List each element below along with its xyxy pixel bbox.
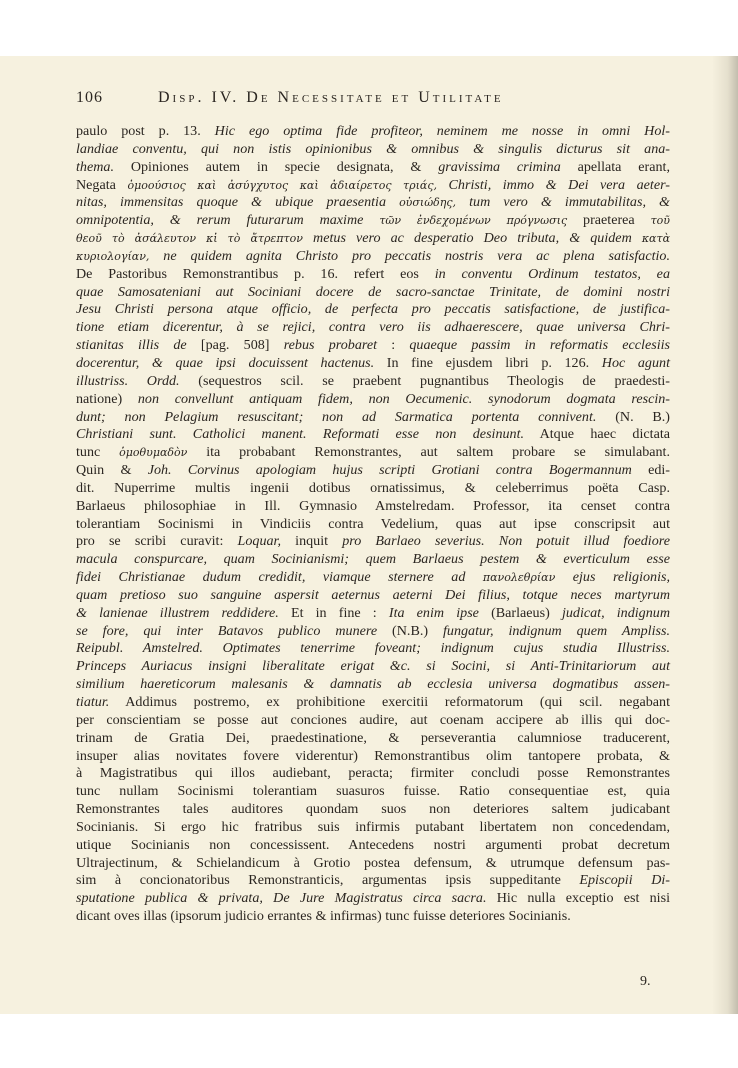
italic-text: se fore, qui inter Batavos publico munere: [76, 622, 378, 639]
text-segment: Quin &: [76, 462, 148, 479]
text-line: [76, 712, 670, 730]
text-line: [76, 640, 670, 658]
italic-text: tione etiam dicerentur, à se rejici, contra vero iis adhaerescere, quae universa Chri-: [76, 319, 670, 336]
text-segment: Ultrajectinum, & Schielandicum à Grotio postea defensum, & utrumque defensum pas-: [76, 854, 670, 871]
text-segment: Negata: [76, 176, 128, 193]
italic-text: Hoc agunt: [601, 354, 670, 371]
text-segment: tunc nullam Socinismi tolerantiam suasuros fuisse. Ratio consequentiae est, quia: [76, 783, 670, 800]
text-line: [76, 694, 670, 712]
italic-text: metus vero ac desperatio Deo tributa, & quidem: [302, 230, 642, 247]
italic-text: pro Barlaeo severius. Non potuit illud foediore: [342, 533, 670, 550]
greek-text: ὁμοούσιος καὶ ἀσύγχυτος καὶ ἀδιαίρετος τριάς,: [127, 178, 437, 192]
text-segment: dit. Nuperrime multis ingenii dotibus ornatissimus, & celeberrimus poëta Casp.: [76, 479, 670, 496]
text-line: [76, 123, 670, 141]
text-segment: praeterea: [567, 212, 651, 229]
page-edge-shadow: [712, 56, 738, 1014]
text-segment: (sequestros scil. se praebent pugnantibus Theologis de praedesti-: [179, 372, 671, 389]
text-segment: apellata erant,: [560, 158, 670, 175]
greek-text: ὁμοθυμαδὸν: [119, 446, 188, 460]
text-line: [76, 748, 670, 766]
text-line: [76, 783, 670, 801]
greek-text: τοῦ: [650, 214, 670, 228]
text-line: [76, 855, 670, 873]
text-line: [76, 159, 670, 177]
italic-text: non convellunt antiquam fidem, non Oecumenic. synodorum dogmata rescin-: [137, 390, 670, 407]
text-line: [76, 319, 670, 337]
text-line: [76, 426, 670, 444]
italic-text: omnipotentia, & rerum futurarum maxime: [76, 212, 380, 229]
italic-text: Christi, immo & Dei vera aeter-: [436, 176, 670, 193]
catchword: 9.: [640, 974, 651, 989]
italic-text: quam pretioso suo sanguine aspersit aeternus aeterni Dei filius, totque neces martyrum: [76, 586, 670, 603]
greek-text: τῶν ἐνδεχομένων πρόγνωσις: [379, 214, 568, 228]
text-segment: Socinianis. Si ergo hic fratribus suis infirmis putabant libertatem non concedendam,: [76, 818, 670, 835]
text-line: [76, 212, 670, 230]
text-line: [76, 194, 670, 212]
text-segment: Et in fine :: [278, 604, 389, 621]
italic-text: Hic ego optima fide profiteor, neminem me nosse in omni Hol-: [214, 123, 670, 139]
italic-text: judicat, indignum: [561, 604, 670, 621]
italic-text: ne quidem agnita Christo pro peccatis nostris vera ac plena satisfactio.: [149, 247, 670, 264]
body-text: [76, 123, 670, 926]
italic-text: tiatur.: [76, 694, 110, 710]
text-line: [76, 765, 670, 783]
text-line: [76, 444, 670, 462]
text-segment: :: [377, 337, 410, 354]
text-segment: edi-: [631, 462, 670, 479]
italic-text: rebus probaret: [269, 337, 378, 354]
text-segment: tolerantiam Socinismi in Vindiciis contra Vedelium, quas aut ipse conscripsit aut: [76, 515, 670, 532]
greek-text: οὐσιώδης,: [399, 196, 457, 210]
text-line: [76, 872, 670, 890]
italic-text: thema.: [76, 158, 114, 175]
italic-text: dunt; non Pelagium resuscitant; non ad Sarmatica portenta connivent.: [76, 408, 597, 425]
text-line: [76, 248, 670, 266]
text-line: [76, 551, 670, 569]
italic-text: Jesu Christi persona atque officio, de perfecta pro peccatis satisfactione, de justifica-: [76, 301, 670, 318]
text-line: [76, 908, 670, 926]
text-segment: Addimus postremo, ex prohibitione exercitii reformatorum (qui scil. negabant: [109, 694, 670, 710]
italic-text: Christiani sunt. Catholici manent. Reformati esse non desinunt.: [76, 426, 525, 443]
text-line: [76, 266, 670, 284]
text-line: [76, 177, 670, 195]
text-segment: pro se scribi curavit:: [76, 533, 238, 550]
italic-text: illustriss. Ordd.: [76, 372, 180, 389]
text-line: [76, 587, 670, 605]
text-segment: Remonstrantes tales auditores quondam suos non deteriores saltem judicabant: [76, 801, 670, 818]
text-segment: Opiniones autem in specie designata, &: [113, 158, 439, 175]
text-segment: (N.B.): [377, 622, 443, 639]
italic-text: Loquar,: [237, 533, 281, 550]
text-segment: [pag. 508]: [200, 337, 270, 354]
italic-text: nitas, immensitas quoque & ubique praesentia: [76, 194, 400, 211]
italic-text: Joh. Corvinus apologiam hujus scripti Grotiani contra Bogermannum: [147, 462, 632, 479]
text-line: [76, 337, 670, 355]
italic-text: landiae conventu, qui non istis opinionibus & omnibus & singulis dicturus sit ana-: [76, 140, 670, 157]
italic-text: fungatur, indignum quem Ampliss.: [443, 622, 670, 639]
italic-text: Episcopii Di-: [579, 872, 670, 889]
italic-text: sputatione publica & privata, De Jure Magistratus circa sacra.: [76, 890, 487, 907]
italic-text: & lanienae illustrem reddidere.: [76, 604, 279, 621]
italic-text: Ita enim ipse: [388, 604, 479, 621]
text-segment: natione): [76, 390, 138, 407]
italic-text: fidei Christianae dudum credidit, viamque sternere ad: [76, 569, 483, 586]
text-segment: tunc: [76, 444, 120, 461]
text-line: [76, 801, 670, 819]
text-line: [76, 480, 670, 498]
italic-text: similium haereticorum malesanis & damnatis ab ecclesia universa dogmatibus assen-: [76, 676, 670, 693]
text-segment: insuper alias novitates fovere viderentur) Remonstrantibus olim tantopere probata, &: [76, 747, 670, 764]
text-segment: Atque haec dictata: [524, 426, 670, 443]
running-header: [76, 89, 666, 109]
text-segment: Hic nulla exceptio est nisi: [486, 890, 670, 907]
text-line: [76, 658, 670, 676]
text-segment: per conscientiam se posse aut conciones audire, aut coenam accipere ab illis qui doc-: [76, 711, 670, 728]
text-segment: dicant oves illas (ipsorum judicio errantes & infirmas) tunc fuisse deteriores Socinianis.: [76, 908, 571, 925]
text-segment: utique Socinianis non concessissent. Antecedens nostri argumenti probat decretum: [76, 836, 670, 853]
text-line: [76, 391, 670, 409]
text-segment: à Magistratibus qui illos audiebant, peracta; firmiter concludi posse Remonstrantes: [76, 765, 670, 782]
text-line: [76, 355, 670, 373]
italic-text: stianitas illis de: [76, 337, 201, 354]
text-line: [76, 533, 670, 551]
greek-text: κατὰ: [641, 232, 670, 246]
text-segment: inquit: [281, 533, 343, 550]
text-segment: ita probabant Remonstrantes, aut saltem probare se simulabant.: [187, 444, 670, 461]
text-segment: (N. B.): [596, 408, 670, 425]
text-line: [76, 409, 670, 427]
text-line: [76, 498, 670, 516]
italic-text: docerentur, & quae ipsi docuissent hactenus.: [76, 354, 375, 371]
running-title: Disp. IV. De Necessitate et Utilitate: [158, 89, 504, 106]
greek-text: πανολεθρίαν: [482, 571, 556, 585]
text-line: [76, 373, 670, 391]
text-line: [76, 837, 670, 855]
text-segment: In fine ejusdem libri p. 126.: [374, 354, 602, 371]
text-line: [76, 230, 670, 248]
italic-text: Reipubl. Amstelred. Optimates tenerrime foveant; indignum cujus studia Illustriss.: [76, 640, 670, 657]
text-segment: Barlaeus philosophiae in Ill. Gymnasio Amstelredam. Professor, ita censet contra: [76, 497, 670, 514]
italic-text: macula conspurcare, quam Socinianismi; quem Barlaeus pestem & everticulum esse: [76, 551, 670, 568]
italic-text: gravissima crimina: [438, 158, 561, 175]
text-line: [76, 605, 670, 623]
text-line: [76, 462, 670, 480]
page-number: 106: [76, 89, 103, 106]
italic-text: tum vero & immutabilitas, &: [456, 194, 671, 211]
greek-text: θεοῦ τὸ ἀσάλευτον κἰ τὸ ἄτρεπτον: [76, 232, 303, 246]
text-line: [76, 819, 670, 837]
greek-text: κυριολογίαν,: [76, 249, 150, 263]
text-line: [76, 516, 670, 534]
italic-text: ejus religionis,: [555, 569, 671, 586]
italic-text: Princeps Auriacus insigni liberalitate erigat &c. si Socini, si Anti-Trinitariorum aut: [76, 658, 670, 675]
text-segment: trinam de Gratia Dei, praedestinatione, & perseverantia calumniose traducerent,: [76, 729, 670, 746]
text-segment: sim à concionatoribus Remonstranticis, argumentas ipsis suppeditante: [76, 872, 580, 889]
text-segment: De Pastoribus Remonstrantibus p. 16. refert eos: [76, 265, 435, 282]
text-segment: (Barlaeus): [478, 604, 562, 621]
text-segment: paulo post p. 13.: [76, 123, 215, 139]
text-line: [76, 569, 670, 587]
text-line: [76, 141, 670, 159]
italic-text: quae Samosateniani aut Sociniani docere de sacro-sanctae Trinitate, de domini nostri: [76, 283, 670, 300]
italic-text: quaeque passim in reformatis ecclesiis: [409, 337, 671, 354]
text-line: [76, 730, 670, 748]
italic-text: in conventu Ordinum testatos, ea: [434, 265, 670, 282]
text-line: [76, 890, 670, 908]
text-line: [76, 284, 670, 302]
text-line: [76, 623, 670, 641]
text-line: [76, 676, 670, 694]
text-line: [76, 301, 670, 319]
